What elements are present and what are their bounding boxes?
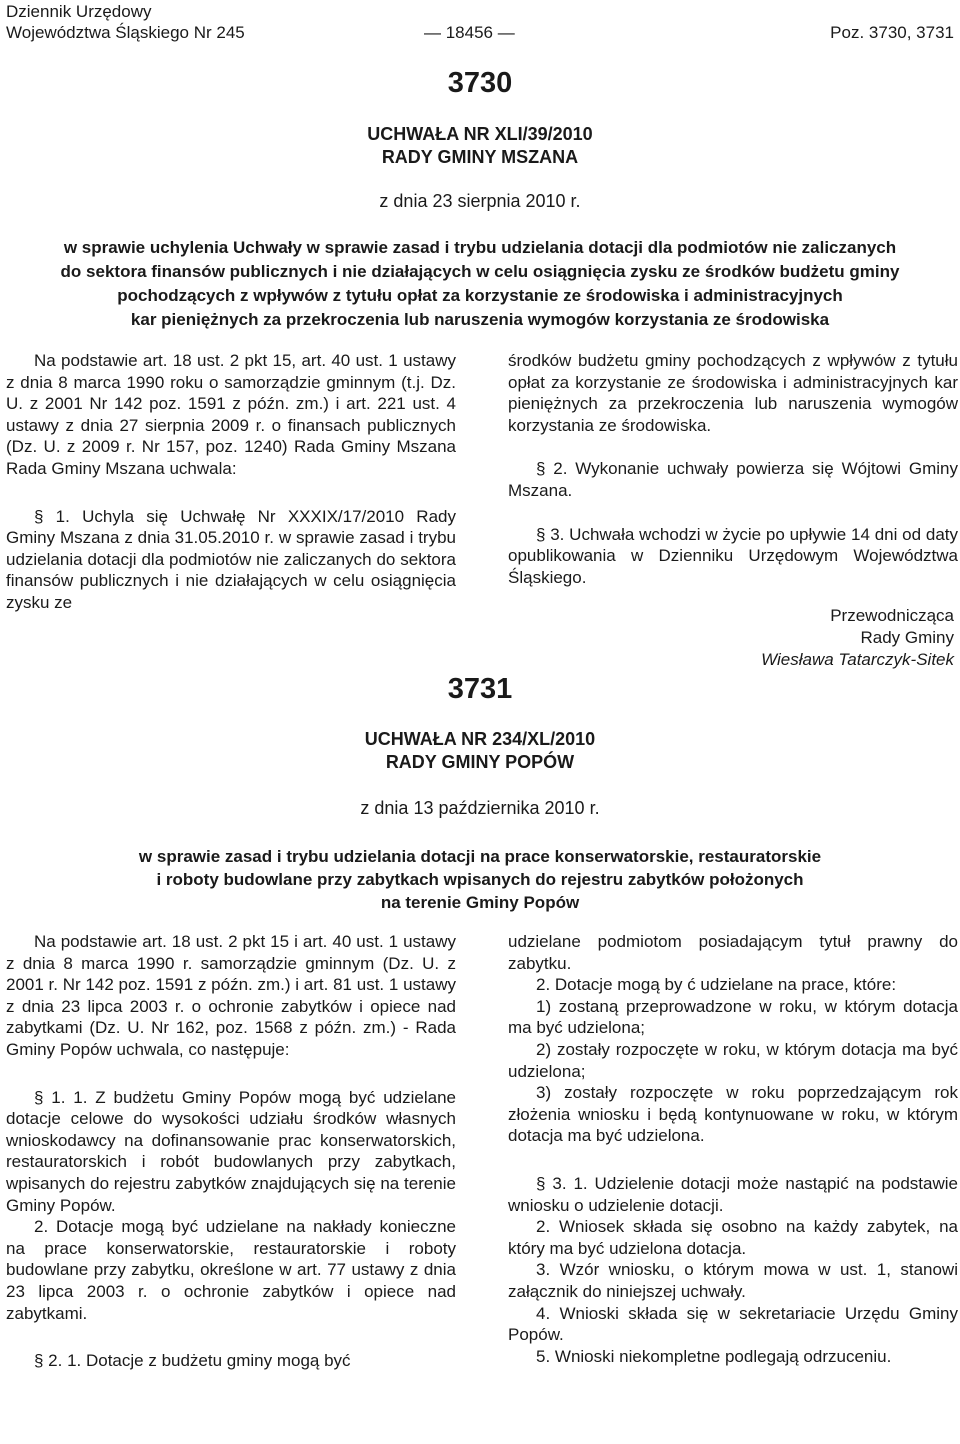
paragraph-3-item-5: 5. Wnioski niekompletne podlegają odrzuceniu. bbox=[536, 1346, 892, 1366]
signature-role-2: Rady Gminy bbox=[860, 628, 954, 647]
paragraph-3: § 3. Uchwała wchodzi w życie po upływie 14 dni od daty opublikowania w Dzienniku Urzędowym Województwa Śląskiego. bbox=[508, 524, 958, 587]
paragraph-3-item-1: § 3. 1. Udzielenie dotacji może nastąpić na podstawie wniosku o udzielenie dotacji. bbox=[508, 1173, 958, 1215]
resolution-subject-3730-line2: do sektora finansów publicznych i nie działających w celu osiągnięcia zysku ze środków budżetu gminy bbox=[60, 262, 900, 281]
resolution-3731-left-column bbox=[6, 931, 456, 1372]
journal-line-1: Dziennik Urzędowy bbox=[6, 2, 152, 21]
resolution-title-3730-line2: RADY GMINY MSZANA bbox=[381, 147, 579, 167]
list-item-2: 2) zostały rozpoczęte w roku, w którym dotacja ma być udzielona; bbox=[508, 1039, 958, 1081]
resolution-subject-3730-line4: kar pieniężnych za przekroczenia lub naruszenia wymogów korzystania ze środowiska bbox=[130, 310, 830, 329]
paragraph-1-continuation: środków budżetu gminy pochodzących z wpływów z tytułu opłat za korzystanie ze środowiska i administracyjnych kar pieniężnych za przekroczenia lub naruszenia wymogów korzystania ze środowiska. bbox=[508, 351, 958, 435]
position-numbers: Poz. 3730, 3731 bbox=[830, 23, 954, 42]
resolution-date-3730: z dnia 23 sierpnia 2010 r. bbox=[379, 191, 581, 211]
signature-name: Wiesława Tatarczyk-Sitek bbox=[761, 650, 954, 669]
paragraph-1-item-2: 2. Dotacje mogą być udzielane na nakłady konieczne na prace konserwatorskie, restauratorskie i roboty budowlane przy zabytku, określone w art. 77 ustawy z dnia 23 lipca 2003 r. o ochronie zabytków i opiece nad zabytkami. bbox=[6, 1217, 456, 1323]
journal-title bbox=[6, 1, 245, 43]
resolution-3730-left-column bbox=[6, 350, 456, 614]
list-item-3: 3) zostały rozpoczęte w roku poprzedzającym rok złożenia wniosku i będą kontynuowane w roku, w którym dotacja ma być udzielona. bbox=[508, 1083, 958, 1146]
resolution-number-3731: 3731 bbox=[447, 673, 513, 705]
resolution-subject-3731-line1: w sprawie zasad i trybu udzielania dotacji na prace konserwatorskie, restauratorskie bbox=[138, 847, 822, 866]
paragraph-2: § 2. Wykonanie uchwały powierza się Wójtowi Gminy Mszana. bbox=[508, 459, 958, 500]
resolution-3730-right-column bbox=[508, 350, 958, 588]
resolution-subject-3730-line3: pochodzących z wpływów z tytułu opłat za korzystanie ze środowiska i administracyjnych bbox=[117, 286, 843, 305]
signature-block-3730 bbox=[761, 605, 954, 671]
page-number: — 18456 — bbox=[424, 23, 515, 42]
preamble: Na podstawie art. 18 ust. 2 pkt 15 i art. 40 ust. 1 ustawy z dnia 8 marca 1990 r. samorządzie gminnym (Dz. U. z 2001 r. Nr 142 poz. 1591 z późn. zm.) i art. 81 ust. 1 ustawy z dnia 23 lipca 2003 r. o ochronie zabytków i opiece nad zabytkami (Dz. U. Nr 162, poz. 1568 z późn. zm.) - Rada Gminy Popów uchwala, co następuje: bbox=[6, 932, 456, 1059]
resolution-3731-right-column bbox=[508, 931, 958, 1367]
paragraph-3-item-2: 2. Wniosek składa się osobno na każdy zabytek, na który ma być udzielona dotacja. bbox=[508, 1217, 958, 1258]
resolution-number-3730: 3730 bbox=[447, 67, 513, 99]
paragraph-1-item-1: § 1. 1. Z budżetu Gminy Popów mogą być udzielane dotacje celowe do wysokości udziału środków własnych wnioskodawcy na dofinansowanie prac konserwatorskich, restauratorskich i robót budowlanych przy zabytkach, wpisanych do rejestru zabytków znajdujących się na terenie Gminy Popów. bbox=[6, 1087, 456, 1215]
paragraph-1: § 1. Uchyla się Uchwałę Nr XXXIX/17/2010 Rady Gminy Mszana z dnia 31.05.2010 r. w sprawie zasad i trybu udzielania dotacji dla podmiotów nie zaliczanych do sektora finansów publicznych i nie działających w celu osiągnięcia zysku ze bbox=[6, 506, 456, 612]
resolution-subject-3730-line1: w sprawie uchylenia Uchwały w sprawie zasad i trybu udzielania dotacji dla podmiotów nie zaliczanych bbox=[63, 238, 897, 257]
resolution-title-3731-line1: UCHWAŁA NR 234/XL/2010 bbox=[364, 729, 596, 749]
paragraph-3-item-3: 3. Wzór wniosku, o którym mowa w ust. 1, stanowi załącznik do niniejszej uchwały. bbox=[508, 1260, 958, 1301]
resolution-title-3730-line1: UCHWAŁA NR XLI/39/2010 bbox=[367, 124, 593, 144]
list-item-1: 1) zostaną przeprowadzone w roku, w którym dotacja ma być udzielona; bbox=[508, 996, 958, 1038]
journal-line-2: Województwa Śląskiego Nr 245 bbox=[6, 23, 245, 42]
resolution-subject-3731-line2: i roboty budowlane przy zabytkach wpisanych do rejestru zabytków położonych bbox=[156, 870, 804, 889]
paragraph-2-item-1: § 2. 1. Dotacje z budżetu gminy mogą być bbox=[34, 1351, 351, 1371]
paragraph-3-item-4: 4. Wnioski składa się w sekretariacie Urzędu Gminy Popów. bbox=[508, 1303, 958, 1345]
resolution-subject-3731-line3: na terenie Gminy Popów bbox=[380, 893, 580, 912]
resolution-title-3731-line2: RADY GMINY POPÓW bbox=[385, 752, 575, 772]
resolution-date-3731: z dnia 13 października 2010 r. bbox=[360, 798, 600, 818]
preamble: Na podstawie art. 18 ust. 2 pkt 15, art. 40 ust. 1 ustawy z dnia 8 marca 1990 roku o samorządzie gminnym (t.j. Dz. U. z 2001 Nr 142 poz. 1591 z późn. zm.) i art. 221 ust. 4 ustawy z dnia 27 sierpnia 2009 r. o finansach publicznych (Dz. U. z 2009 r. Nr 157, poz. 1240) Rada Gminy Mszana Rada Gminy Mszana uchwala: bbox=[6, 351, 456, 478]
paragraph-2-item-2: 2. Dotacje mogą by ć udzielane na prace, które: bbox=[536, 975, 897, 995]
paragraph-2-item-1-continuation: udzielane podmiotom posiadającym tytuł prawny do zabytku. bbox=[508, 932, 958, 973]
signature-role-1: Przewodnicząca bbox=[830, 606, 954, 625]
